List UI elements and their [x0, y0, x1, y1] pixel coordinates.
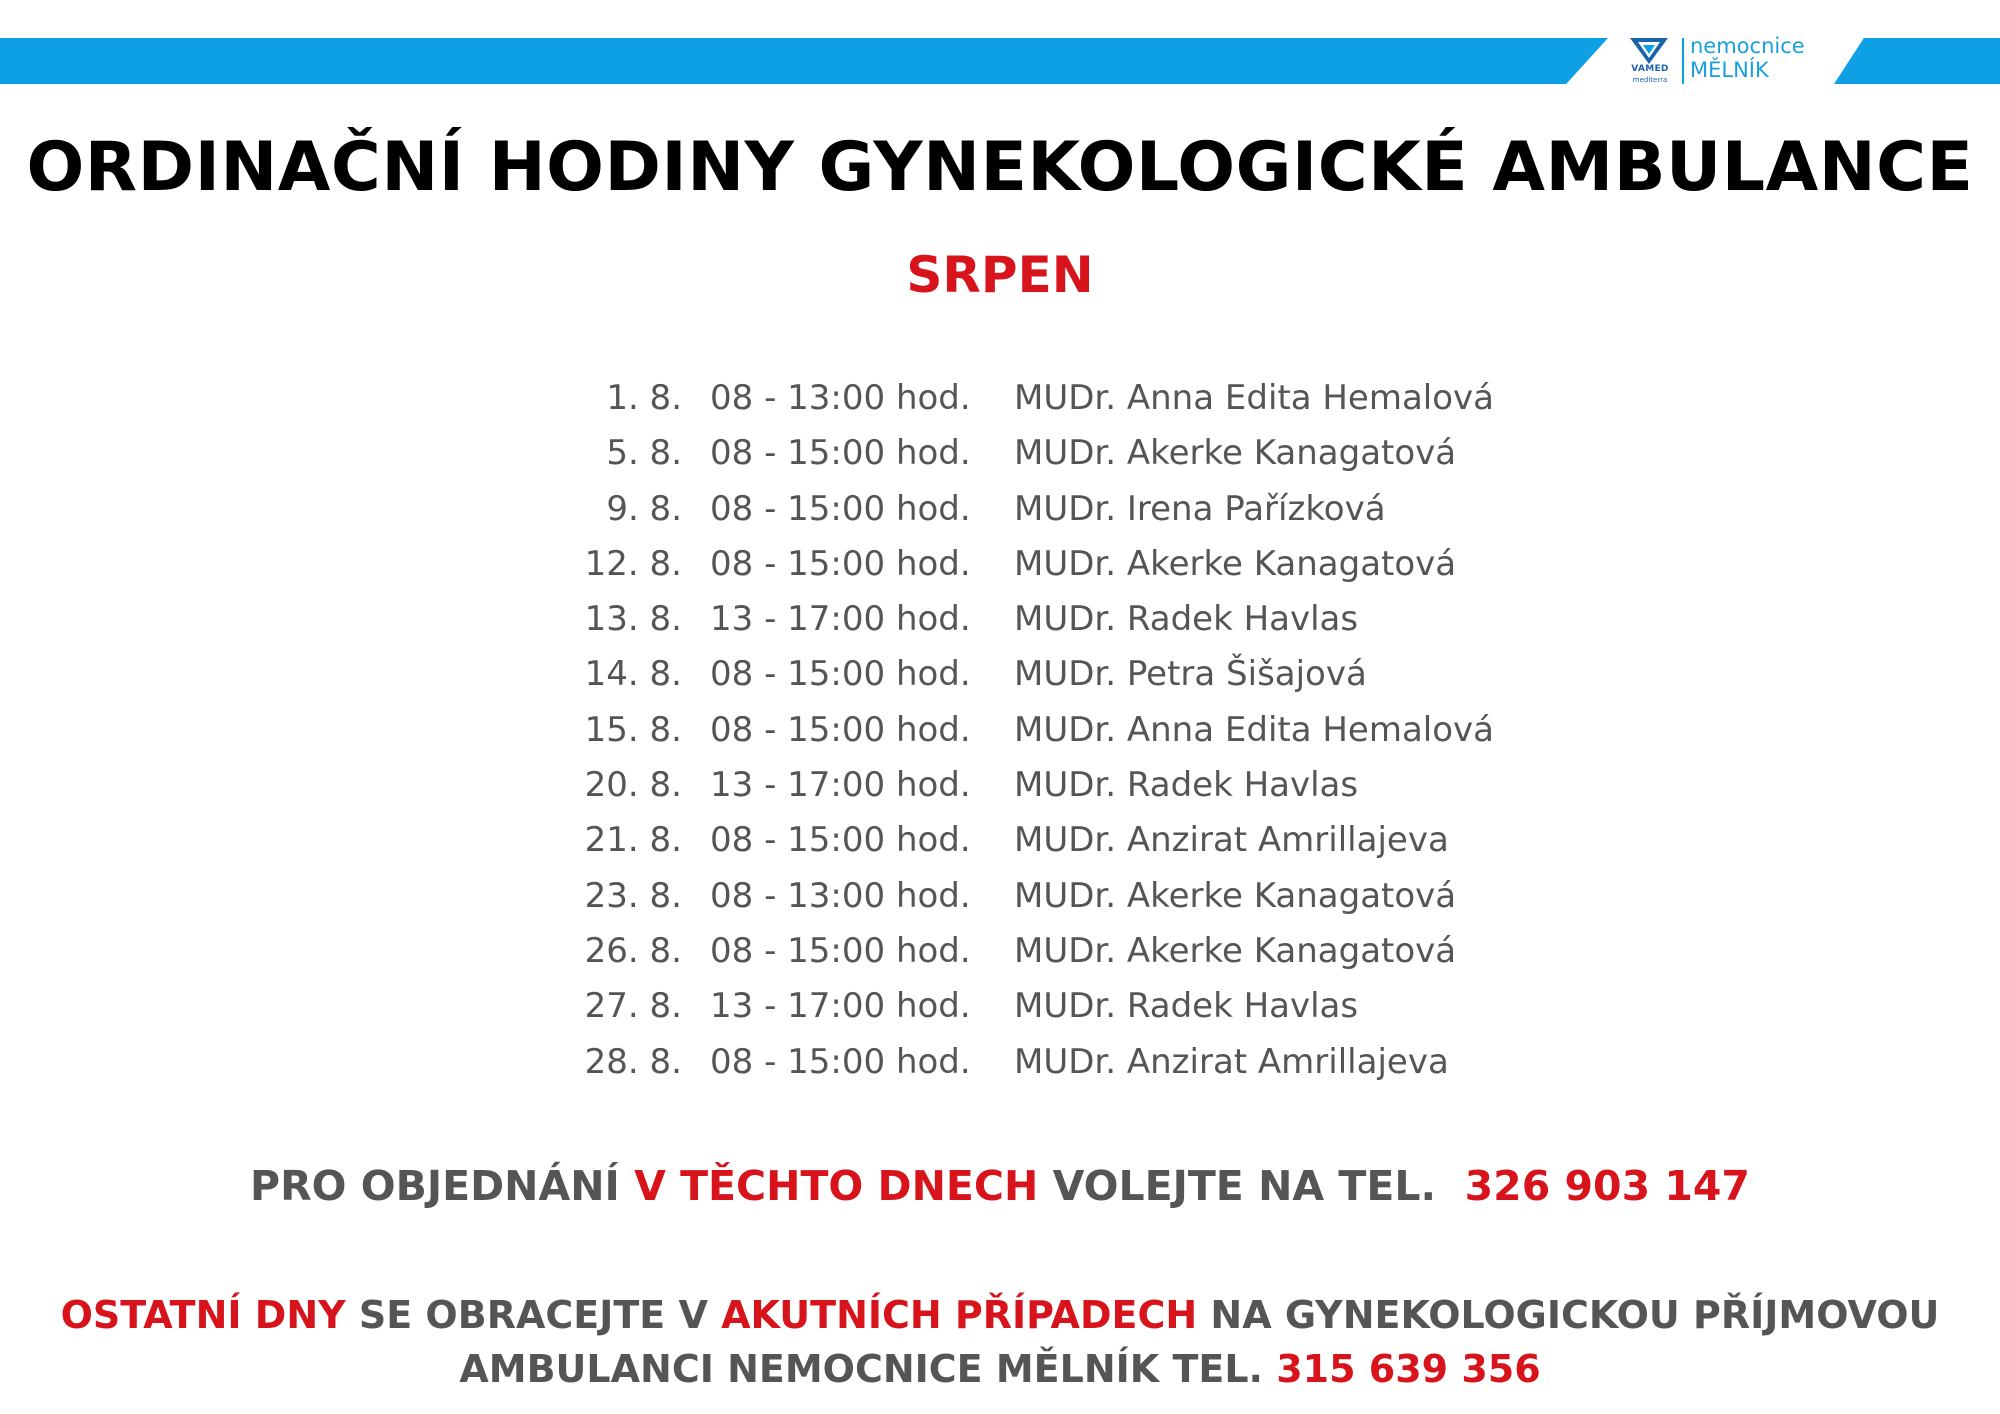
- top-banner-bar-right: [1834, 38, 2000, 84]
- other-days-text: SE OBRACEJTE V: [345, 1293, 722, 1337]
- schedule-time: 13 - 17:00 hod.: [710, 599, 971, 640]
- schedule-doctor: MUDr. Anzirat Amrillajeva: [1014, 1041, 1449, 1082]
- schedule-row: [540, 820, 1640, 875]
- emergency-phone: 315 639 356: [1276, 1347, 1541, 1391]
- acute-cases-highlight: AKUTNÍCH PŘÍPADECH: [721, 1293, 1198, 1337]
- ordering-info: [0, 1162, 2000, 1210]
- schedule-row: [540, 765, 1640, 820]
- other-days-info: [0, 1288, 2000, 1396]
- schedule-row: [540, 544, 1640, 599]
- schedule-time: 08 - 13:00 hod.: [710, 875, 971, 916]
- schedule-doctor: MUDr. Akerke Kanagatová: [1014, 433, 1457, 474]
- schedule-row: [540, 378, 1640, 433]
- schedule-date: 21. 8.: [584, 820, 682, 861]
- month-heading: SRPEN: [906, 246, 1094, 304]
- schedule-doctor: MUDr. Anzirat Amrillajeva: [1014, 820, 1449, 861]
- logo-text-line2: MĚLNÍK: [1690, 58, 1769, 82]
- schedule-time: 08 - 15:00 hod.: [710, 543, 971, 584]
- schedule-list: [540, 378, 1640, 1097]
- page-title: ORDINAČNÍ HODINY GYNEKOLOGICKÉ AMBULANCE: [26, 128, 1974, 207]
- schedule-row: [540, 654, 1640, 709]
- schedule-time: 08 - 15:00 hod.: [710, 820, 971, 861]
- schedule-row: [540, 433, 1640, 488]
- logo-divider: [1682, 38, 1684, 84]
- ordering-highlight: V TĚCHTO DNECH: [634, 1162, 1039, 1210]
- schedule-doctor: MUDr. Radek Havlas: [1014, 986, 1359, 1027]
- other-days-text-3: AMBULANCI NEMOCNICE MĚLNÍK TEL.: [459, 1347, 1277, 1391]
- schedule-time: 08 - 15:00 hod.: [710, 654, 971, 695]
- other-days-text-2: NA GYNEKOLOGICKOU PŘÍJMOVOU: [1197, 1293, 1940, 1337]
- schedule-time: 13 - 17:00 hod.: [710, 765, 971, 806]
- schedule-doctor: MUDr. Anna Edita Hemalová: [1014, 709, 1495, 750]
- schedule-date: 26. 8.: [584, 930, 682, 971]
- schedule-date: 20. 8.: [584, 765, 682, 806]
- schedule-date: 15. 8.: [584, 709, 682, 750]
- schedule-row: [540, 931, 1640, 986]
- other-days-line2: [0, 1342, 2000, 1396]
- schedule-date: 27. 8.: [584, 986, 682, 1027]
- logo-brand: VAMED: [1631, 64, 1669, 74]
- schedule-time: 08 - 15:00 hod.: [710, 1041, 971, 1082]
- schedule-date: 23. 8.: [584, 875, 682, 916]
- schedule-doctor: MUDr. Akerke Kanagatová: [1014, 543, 1457, 584]
- schedule-doctor: MUDr. Akerke Kanagatová: [1014, 930, 1457, 971]
- logo-text-line1: nemocnice: [1690, 34, 1805, 58]
- schedule-doctor: MUDr. Akerke Kanagatová: [1014, 875, 1457, 916]
- schedule-doctor: MUDr. Petra Šišajová: [1014, 654, 1367, 695]
- schedule-date: 28. 8.: [584, 1041, 682, 1082]
- schedule-row: [540, 1042, 1640, 1097]
- schedule-time: 08 - 15:00 hod.: [710, 709, 971, 750]
- other-days-highlight: OSTATNÍ DNY: [60, 1293, 346, 1337]
- schedule-time: 13 - 17:00 hod.: [710, 986, 971, 1027]
- schedule-doctor: MUDr. Irena Pařízková: [1014, 488, 1386, 529]
- schedule-doctor: MUDr. Anna Edita Hemalová: [1014, 378, 1495, 418]
- ordering-phone: 326 903 147: [1464, 1162, 1750, 1210]
- schedule-row: [540, 710, 1640, 765]
- schedule-row: [540, 489, 1640, 544]
- top-banner-bar: [0, 38, 1608, 84]
- schedule-time: 08 - 15:00 hod.: [710, 930, 971, 971]
- schedule-time: 08 - 15:00 hod.: [710, 433, 971, 474]
- schedule-date: 5. 8.: [606, 433, 682, 474]
- schedule-date: 1. 8.: [606, 378, 682, 418]
- schedule-doctor: MUDr. Radek Havlas: [1014, 765, 1359, 806]
- schedule-time: 08 - 13:00 hod.: [710, 378, 971, 418]
- schedule-doctor: MUDr. Radek Havlas: [1014, 599, 1359, 640]
- ordering-text: PRO OBJEDNÁNÍ: [250, 1162, 635, 1210]
- schedule-time: 08 - 15:00 hod.: [710, 488, 971, 529]
- schedule-row: [540, 599, 1640, 654]
- logo-brand-sub: mediterra: [1632, 76, 1668, 84]
- schedule-date: 13. 8.: [584, 599, 682, 640]
- schedule-row: [540, 986, 1640, 1041]
- other-days-line1: [0, 1288, 2000, 1342]
- hospital-logo: [1624, 34, 1824, 90]
- schedule-date: 14. 8.: [584, 654, 682, 695]
- schedule-date: 9. 8.: [606, 488, 682, 529]
- schedule-date: 12. 8.: [584, 543, 682, 584]
- schedule-row: [540, 876, 1640, 931]
- ordering-text-call: VOLEJTE NA TEL.: [1038, 1162, 1437, 1210]
